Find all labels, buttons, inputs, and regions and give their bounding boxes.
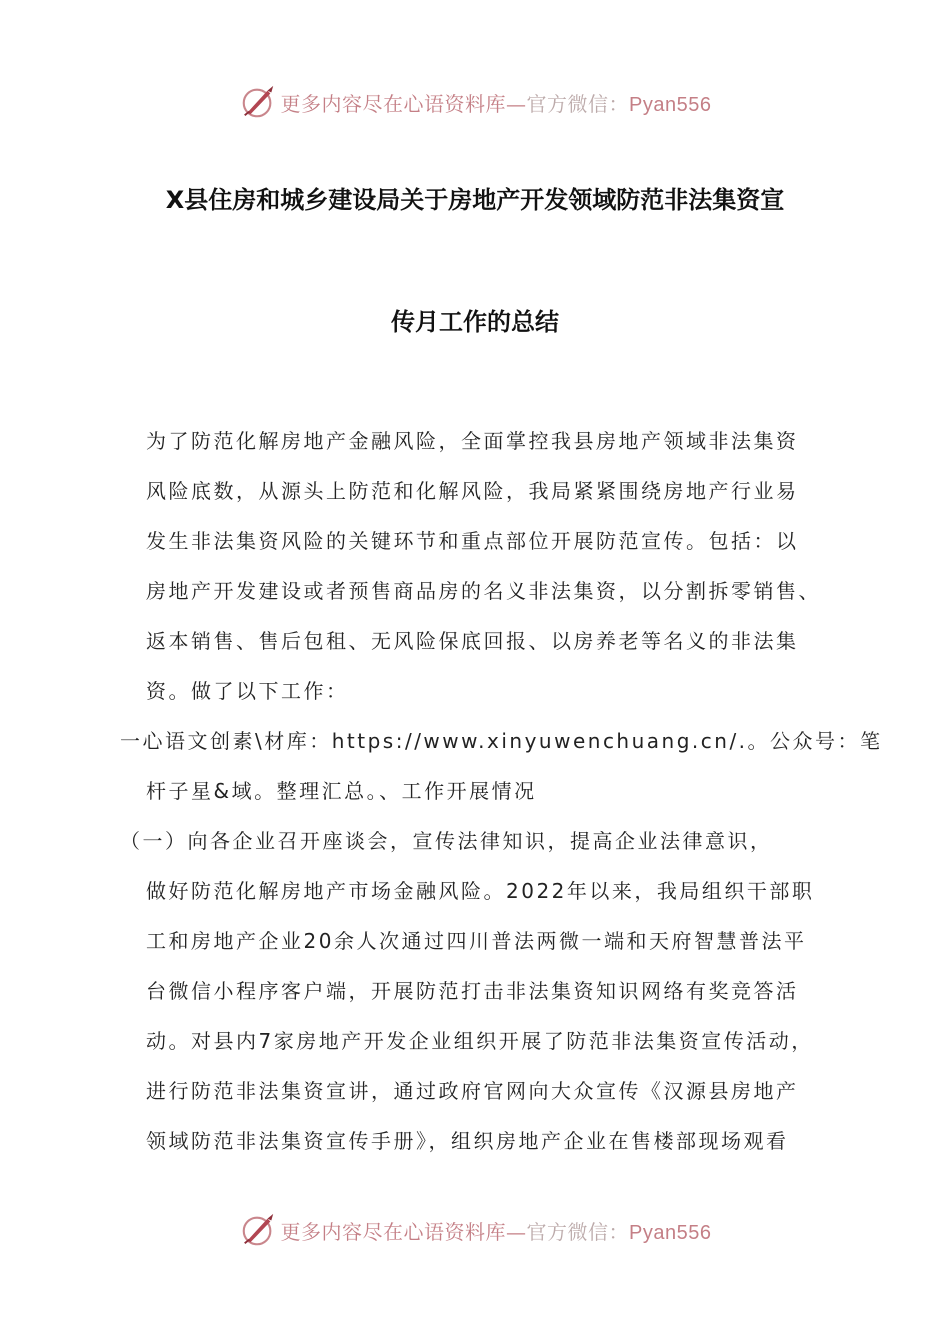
body-line: 返本销售、售后包租、无风险保底回报、以房养老等名义的非法集 (146, 629, 799, 653)
watermark-text: 更多内容尽在心语资料库—官方微信：Pyan556 (280, 91, 712, 116)
quill-pen-logo-icon (239, 83, 277, 121)
body-line: 动。对县内7家房地产开发企业组织开展了防范非法集资宣传活动， (146, 1029, 814, 1053)
body-line: 工和房地产企业20余人次通过四川普法两微一端和天府智慧普法平 (146, 929, 807, 953)
header-watermark (0, 82, 950, 122)
body-line: 做好防范化解房地产市场金融风险。2022年以来，我局组织干部职 (146, 879, 815, 903)
watermark-text: 更多内容尽在心语资料库—官方微信：Pyan556 (280, 1219, 712, 1244)
body-line: 领域防范非法集资宣传手册》，组织房地产企业在售楼部现场观看 (146, 1129, 789, 1153)
body-line: （一）向各企业召开座谈会，宣传法律知识，提高企业法律意识， (120, 829, 773, 853)
quill-pen-logo-icon (239, 1211, 277, 1249)
body-line: 杆子星&域。整理汇总。、工作开展情况 (146, 779, 537, 803)
document-title-line-1: X县住房和城乡建设局关于房地产开发领域防范非法集资宣 (165, 186, 785, 214)
body-line: 房地产开发建设或者预售商品房的名义非法集资，以分割拆零销售、 (146, 579, 821, 603)
document-body (120, 416, 883, 1166)
body-line: 为了防范化解房地产金融风险，全面掌控我县房地产领域非法集资 (146, 429, 799, 453)
body-line: 发生非法集资风险的关键环节和重点部位开展防范宣传。包括：以 (146, 529, 799, 553)
body-line: 进行防范非法集资宣讲，通过政府官网向大众宣传《汉源县房地产 (146, 1079, 799, 1103)
body-line: 风险底数，从源头上防范和化解风险，我局紧紧围绕房地产行业易 (146, 479, 799, 503)
footer-watermark (0, 1210, 950, 1250)
body-line: 资。做了以下工作： (146, 679, 349, 703)
body-line: 一心语文创素\材库：https://www.xinyuwenchuang.cn/.。公众号：笔 (120, 729, 883, 753)
document-title-line-2: 传月工作的总结 (391, 308, 559, 336)
body-line: 台微信小程序客户端，开展防范打击非法集资知识网络有奖竞答活 (146, 979, 799, 1003)
